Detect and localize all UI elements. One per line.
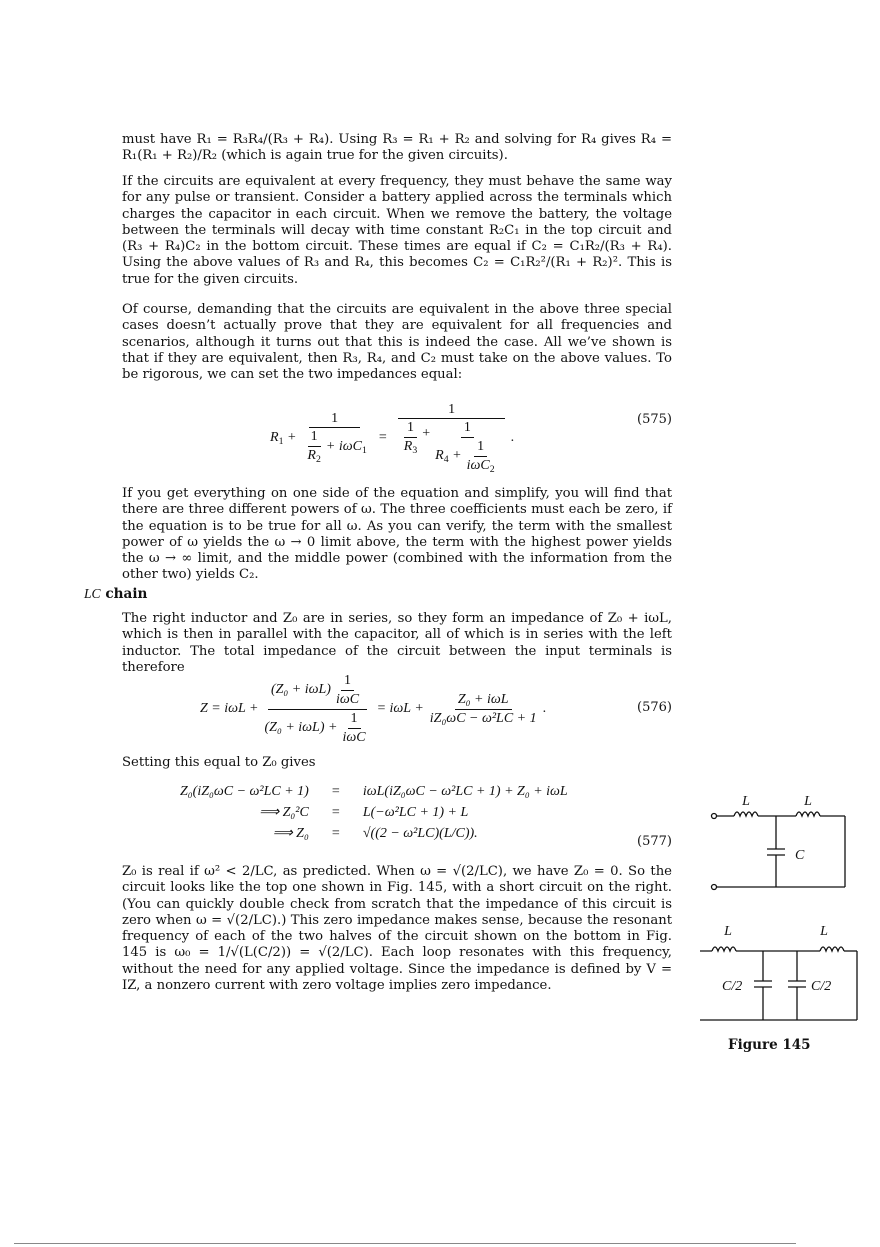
equation-577 (122, 782, 672, 856)
equation-575: $R_1$ + 1 $\frac{1}{R_2}$ + iωC$_1$ = 1 $\frac{1}{R_3}$ + 1 $R_4$ + $\frac{1}{i\omega C_2}$ . (575) (270, 401, 672, 475)
equation-number-577: (577) (637, 834, 672, 849)
section-heading-word: chain (105, 586, 148, 602)
figure-caption: Figure 145 (728, 1037, 811, 1053)
terminal-bottom-left (712, 885, 717, 890)
label-top-c: C (795, 848, 805, 863)
inductor-top-left (734, 812, 758, 816)
eq575-r1: $R_1$ + (270, 429, 297, 447)
inductor-top-right (796, 812, 820, 816)
equation-576: Z = iωL + (Z₀ + iωL) $\frac{1}{\text{iωC}}$ (Z₀ + iωL) + $\frac{1}{\text{iωC}}$ = iωL + $\frac{\text{Z₀ + iωL}}{\text{iZ₀ωC − ω²LC + 1}}$ . (576) (200, 672, 672, 745)
paragraph-1-text: must have R₁ = R₃R₄/(R₃ + R₄). Using R₃ = R₁ + R₂ and solving for R₄ gives R₄ = R₁(R₁ + R₂)/R₂ (which is again true for the given circuits). (122, 132, 672, 164)
inductor-bottom-left (712, 947, 736, 951)
paragraph-7 (122, 864, 672, 994)
equation-number-575: (575) (637, 412, 672, 427)
section-heading-lc-chain (84, 586, 147, 602)
paragraph-3 (122, 302, 672, 383)
eq576-mid: = iωL + (376, 701, 424, 716)
eq577-row-1: Z₀(iZ₀ωC − ω²LC + 1) = iωL(iZ₀ωC − ω²LC + 1) + Z₀ + iωL (180, 784, 568, 799)
paragraph-1 (122, 132, 672, 165)
footer-rule (14, 1243, 796, 1244)
label-top-l2: L (804, 794, 812, 809)
inductor-bottom-right (820, 947, 844, 951)
paragraph-2-text: If the circuits are equivalent at every frequency, they must behave the same way for any pulse or transient. Consider a battery applied across the terminals which charges the capacitor in each circuit. When we remove the battery, the voltage between the terminals will decay with time constant R₂C₁ in the top circuit and (R₃ + R₄)C₂ in the bottom circuit. These times are equal if C₂ = C₁R₂/(R₃ + R₄). Using the above values of R₃ and R₄, this becomes C₂ = C₁R₂²/(R₁ + R₂)². This is true for the given circuits. (122, 174, 672, 287)
circuit-top (712, 812, 846, 890)
label-bottom-l2: L (820, 924, 828, 939)
eq576-lhs: Z = iωL + (200, 701, 259, 716)
eq577-row-3: ⟹ Z₀ = √((2 − ω²LC)(L/C)). (272, 825, 478, 841)
eq577-row-2: ⟹ Z₀²C = L(−ω²LC + 1) + L (259, 804, 469, 820)
paragraph-6 (122, 755, 672, 771)
label-bottom-c2: C/2 (811, 979, 832, 994)
eq576-frac-right: $\frac{\text{Z₀ + iωL}}{\text{iZ₀ωC − ω²LC + 1}}$ (429, 691, 537, 726)
paragraph-5 (122, 611, 672, 676)
paragraph-2 (122, 174, 672, 288)
eq575-frac-right: 1 $\frac{1}{R_3}$ + 1 $R_4$ + $\frac{1}{i\omega C_2}$ (396, 402, 508, 475)
figure-145-circuits (700, 785, 870, 1030)
section-heading-math: LC (84, 586, 101, 601)
terminal-top-left (712, 814, 717, 819)
label-top-l1: L (742, 794, 750, 809)
paragraph-6-text: Setting this equal to Z₀ gives (122, 755, 316, 770)
label-bottom-l1: L (724, 924, 732, 939)
eq576-frac-left: (Z₀ + iωL) $\frac{1}{\text{iωC}}$ (Z₀ + iωL) + $\frac{1}{\text{iωC}}$ (264, 672, 366, 745)
paragraph-7-text: Z₀ is real if ω² < 2/LC, as predicted. When ω = √(2/LC), we have Z₀ = 0. So the circuit looks like the top one shown in Fig. 145, with a short circuit on the right. (You can quickly double check from scratch that the impedance of this circuit is zero when ω = √(2/LC).) This zero impedance makes sense, because the resonant frequency of each of the two halves of the circuit shown on the bottom in Fig. 145 is ω₀ = 1/√(L(C/2)) = √(2/LC). Each loop resonates with this frequency, without the need for any applied voltage. Since the impedance is defined by V = IZ, a nonzero current with zero voltage implies zero impedance. (122, 864, 672, 994)
paragraph-4-text: If you get everything on one side of the equation and simplify, you will find that there are three different powers of ω. The three coefficients must each be zero, if the equation is to be true for all ω. As you can verify, the term with the smallest power of ω yields the ω → 0 limit above, the term with the highest power yields the ω → ∞ limit, and the middle power (combined with the information from the other two) yields C₂. (122, 486, 672, 583)
paragraph-5-text: The right inductor and Z₀ are in series, so they form an impedance of Z₀ + iωL, which is then in parallel with the capacitor, all of which is in series with the left inductor. The total impedance of the circuit between the input terminals is therefore (122, 611, 672, 675)
eq575-frac-left: 1 $\frac{1}{R_2}$ + iωC$_1$ (307, 411, 367, 465)
label-bottom-c1: C/2 (722, 979, 743, 994)
paragraph-3-text: Of course, demanding that the circuits are equivalent in the above three special cases doesn’t actually prove that they are equivalent for all frequencies and scenarios, although it turns out that this is indeed the case. All we’ve shown is that if they are equivalent, then R₃, R₄, and C₂ must take on the above values. To be rigorous, we can set the two impedances equal: (122, 302, 672, 383)
equation-number-576: (576) (637, 700, 672, 715)
paragraph-4 (122, 486, 672, 584)
